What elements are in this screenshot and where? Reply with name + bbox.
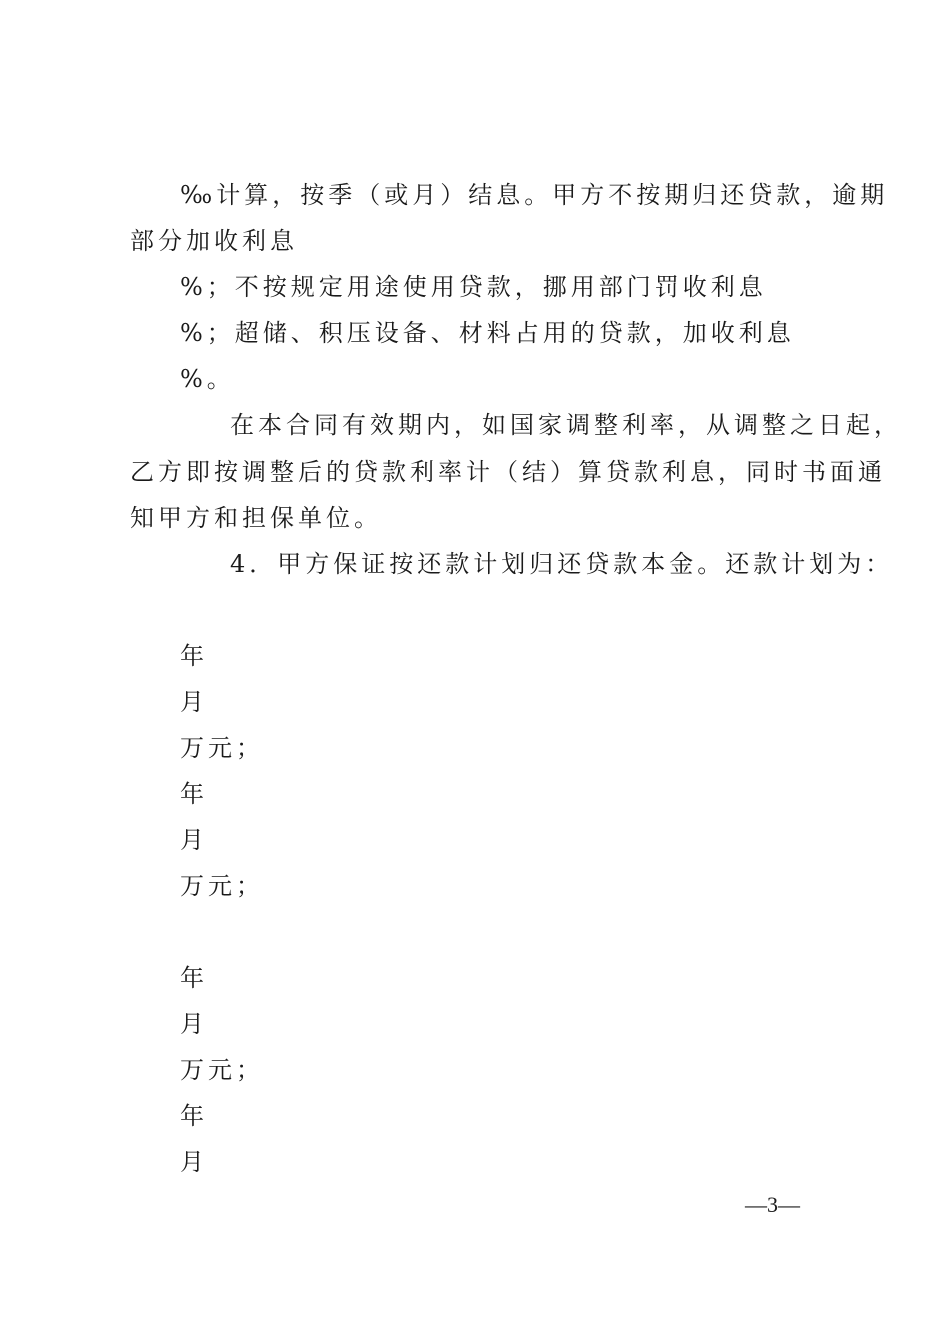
schedule-item: 月 (180, 826, 208, 854)
paragraph-line: 在本合同有效期内，如国家调整利率，从调整之日起， (230, 411, 902, 439)
paragraph-line: %；不按规定用途使用贷款，挪用部门罚收利息 (180, 273, 767, 301)
schedule-item: 万元； (180, 1056, 264, 1084)
paragraph-line: 部分加收利息 (130, 227, 298, 255)
schedule-item: 年 (180, 964, 208, 992)
schedule-item: 年 (180, 1102, 208, 1130)
schedule-item: 月 (180, 688, 208, 716)
schedule-item: 年 (180, 780, 208, 808)
schedule-item: 万元； (180, 734, 264, 762)
paragraph-line: 知甲方和担保单位。 (130, 504, 382, 532)
paragraph-line: ‰计算，按季（或月）结息。甲方不按期归还贷款，逾期 (180, 181, 889, 209)
schedule-item: 年 (180, 642, 208, 670)
schedule-item: 月 (180, 1010, 208, 1038)
schedule-item: 月 (180, 1148, 208, 1176)
paragraph-line: 4．甲方保证按还款计划归还贷款本金。还款计划为： (230, 550, 894, 578)
schedule-item: 万元； (180, 872, 264, 900)
paragraph-line: %。 (180, 365, 235, 393)
paragraph-line: %；超储、积压设备、材料占用的贷款，加收利息 (180, 319, 795, 347)
paragraph-line: 乙方即按调整后的贷款利率计（结）算贷款利息，同时书面通 (130, 458, 886, 486)
page-number: —3— (745, 1192, 800, 1217)
